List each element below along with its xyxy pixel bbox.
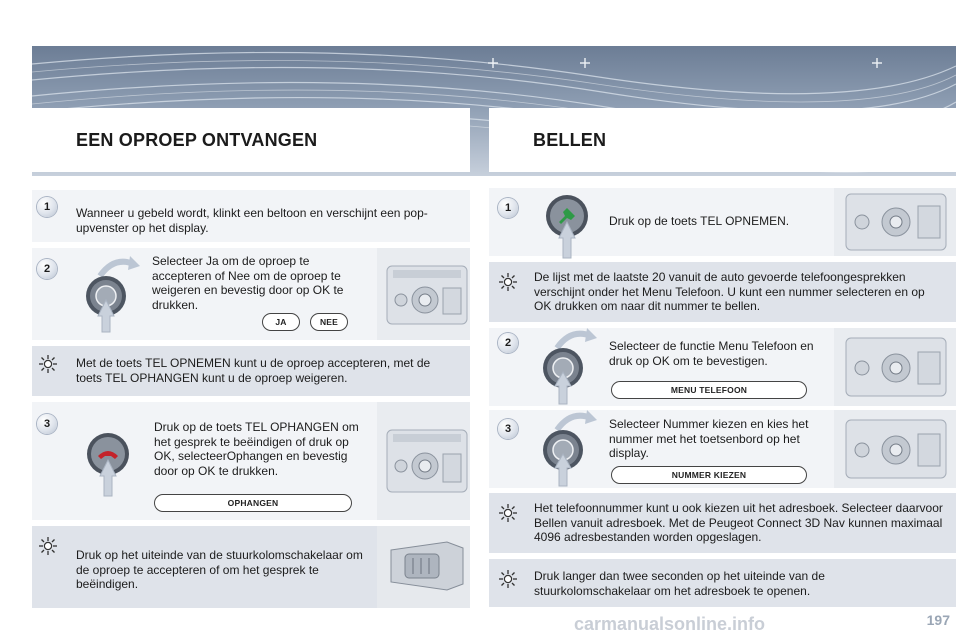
control-panel-icon [834,188,956,256]
left-step1-text: Wanneer u gebeld wordt, klinkt een beltoon en verschijnt een pop-upvenster op het display. [76,206,428,235]
left-tip1-card [32,346,470,396]
yes-button[interactable]: JA [262,313,300,331]
menu-telefoon-button[interactable]: MENU TELEFOON [611,381,807,399]
right-step2-text: Selecteer de functie Menu Telefoon en druk op OK om te bevestigen. [609,339,814,368]
nummer-kiezen-button[interactable]: NUMMER KIEZEN [611,466,807,484]
right-tip1-text: De lijst met de laatste 20 vanuit de auto gevoerde telefoongesprekken verschijnt onder het Menu Telefoon. U kunt een nummer selecteren en op OK drukken om naar dit nummer te bellen. [534,270,925,313]
tip-sun-icon [38,354,58,374]
hangup-option-button[interactable]: OPHANGEN [154,494,352,512]
right-step3-text: Selecteer Nummer kiezen en kies het nummer met het toetsenbord op het display. [609,417,809,460]
control-panel-icon [377,248,470,340]
right-step1-text: Druk op de toets TEL OPNEMEN. [609,214,790,228]
tip-sun-icon [498,569,518,589]
tip-sun-icon [498,272,518,292]
step-number-badge: 3 [498,419,518,439]
left-step3-card [32,402,470,520]
control-panel-icon [377,402,470,520]
right-title-box [489,108,956,172]
rotary-knob-icon [537,328,599,406]
right-tip1-card [489,262,956,322]
stalk-switch-icon [377,526,470,608]
left-step1-card [32,190,470,242]
step-number-badge: 3 [37,414,57,434]
left-step2-card [32,248,470,340]
left-step3-text: Druk op de toets TEL OPHANGEN om het gesprek te beëindigen of druk op OK, selecteerOphangen en bevestig door op OK te drukken. [154,420,359,478]
tel-hangup-button-icon [82,432,134,498]
control-panel-icon [834,328,956,406]
control-panel-icon [834,410,956,488]
control-panel-image [834,410,956,488]
step-number-badge: 2 [37,259,57,279]
rotary-knob-icon [537,410,599,488]
stalk-image [377,526,470,608]
tel-accept-button-icon [541,192,593,262]
right-step2-card [489,328,956,406]
tip-sun-icon [38,536,58,556]
right-tip2-text: Het telefoonnummer kunt u ook kiezen uit het adresboek. Selecteer daarvoor Bellen vanuit adresboek. Met de Peugeot Connect 3D Nav kunnen maximaal 4096 adresbestanden worden opgeslagen. [534,501,943,544]
control-panel-image [834,328,956,406]
control-panel-image [377,402,470,520]
right-tip3-text: Druk langer dan twee seconden op het uiteinde van de stuurkolomschakelaar om het adresboek te openen. [534,569,825,598]
right-step3-card [489,410,956,488]
no-button[interactable]: NEE [310,313,348,331]
left-step2-text: Selecteer Ja om de oproep te accepteren of Nee om de oproep te weigeren en bevestig door op OK te drukken. [152,254,344,312]
rotary-knob-icon [80,254,142,334]
tip-sun-icon [498,503,518,523]
control-panel-image [834,188,956,256]
right-tip2-card [489,493,956,553]
step-number-badge: 2 [498,333,518,353]
left-section-title: EEN OPROEP ONTVANGEN [76,130,318,150]
watermark: carmanualsonline.info [574,614,766,634]
left-title-box [32,108,470,172]
step-number-badge: 1 [37,197,57,217]
right-step1-card [489,188,956,256]
step-number-badge: 1 [498,198,518,218]
right-section-title: BELLEN [533,130,607,150]
left-tip2-text: Druk op het uiteinde van de stuurkolomschakelaar om de oproep te accepteren of om het gesprek te beëindigen. [76,548,363,591]
left-tip2-card [32,526,470,608]
right-tip3-card [489,559,956,607]
control-panel-image [377,248,470,340]
page-number: 197 [926,612,950,628]
left-tip1-text: Met de toets TEL OPNEMEN kunt u de oproep accepteren, met de toets TEL OPHANGEN kunt u de oproep weigeren. [76,356,431,385]
